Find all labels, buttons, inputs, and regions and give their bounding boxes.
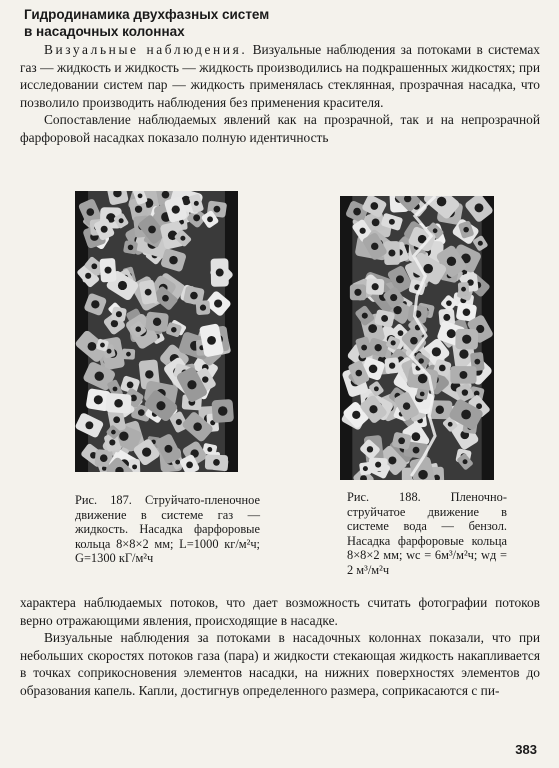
intro-paragraph-2: Сопоставление наблюдаемых явлений как на прозрачной, так и на непрозрачной фарфоровой насадках показало полную идентичность <box>20 112 540 145</box>
section-header-line2: в насадочных колоннах <box>24 24 185 39</box>
packing-ring <box>384 241 400 265</box>
packing-ring <box>123 240 138 254</box>
packing-ring <box>211 258 229 286</box>
packing-ring <box>368 457 387 471</box>
continued-paragraph-2: Визуальные наблюдения за потоками в насадочных колоннах показали, что при небольших скоростях потоков газа (пара) и жидкости стекающая жидкость накапливается в точках соприкосновения элементов насадки, на нижних поверхностях элементов до образования капель. Капли, достигнув определенного размера, соприкасаются с пи- <box>20 630 540 698</box>
figure-187-photo <box>75 191 238 472</box>
packing-ring <box>350 284 366 300</box>
packing-ring <box>450 366 476 384</box>
section-header-line1: Гидродинамика двухфазных систем <box>24 7 270 22</box>
intro-lead-phrase: Визуальные наблюдения. <box>44 42 248 57</box>
continued-paragraph-1: характера наблюдаемых потоков, что дает возможность считать фотографии потоков верно отражающими явления, происходящие в насадке. <box>20 595 540 628</box>
packing-ring <box>196 300 211 315</box>
packing-ring <box>455 329 478 350</box>
packing-ring <box>211 399 234 423</box>
packing-ring <box>122 349 136 360</box>
intro-text <box>20 41 540 147</box>
packing-ring <box>145 311 169 332</box>
figure-187-caption: Рис. 187. Струйчато-пленочное движение в системе газ — жидкость. Насадка фарфоровые кольца 8×8×2 мм; L=1000 кг/м²ч; G=1300 кГ/м²ч <box>75 493 260 566</box>
packing-ring <box>111 306 127 322</box>
intro-paragraph-1 <box>20 41 540 111</box>
packing-ring <box>205 454 228 470</box>
packing-ring <box>105 393 131 414</box>
packing-ring <box>458 282 469 296</box>
figure-188-caption: Рис. 188. Пленочно-струйчатое движение в системе вода — бензол. Насадка фарфоровые кольца 8×8×2 мм; wс = 6м³/м²ч; wд = 2 м³/м²ч <box>347 490 507 577</box>
figure-188-photo <box>340 196 494 480</box>
continued-text <box>20 594 540 700</box>
section-header <box>24 6 424 40</box>
page-number: 383 <box>515 742 537 757</box>
intro-paragraph-1-text: Визуальные наблюдения за потоками в системах газ — жидкость и жидкость — жидкость производились на подкрашенных жидкостях; при исследовании систем пар — жидкость применялась стеклянная, прозрачная насадка, что позволило производить наблюдения без применения красителя. <box>20 42 540 110</box>
packing-ring <box>384 357 400 374</box>
packing-ring <box>366 278 385 295</box>
packing-ring <box>99 258 116 283</box>
